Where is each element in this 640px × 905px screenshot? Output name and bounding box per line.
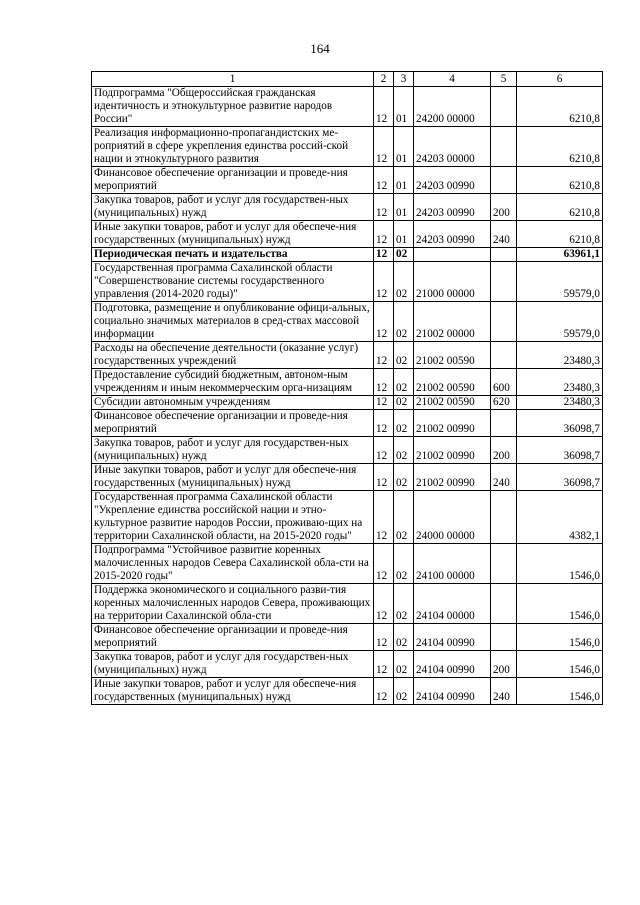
target-article-cell: 24203 00990 xyxy=(414,221,491,248)
subsection-cell: 02 xyxy=(394,491,414,544)
amount-cell: 63961,1 xyxy=(517,248,603,262)
page-number: 164 xyxy=(310,41,330,56)
section-cell: 12 xyxy=(374,491,394,544)
table-row xyxy=(92,87,603,127)
table-row xyxy=(92,464,603,491)
table-row xyxy=(92,167,603,194)
section-cell: 12 xyxy=(374,167,394,194)
amount-cell: 6210,8 xyxy=(517,87,603,127)
row-name-cell: Иные закупки товаров, работ и услуг для обеспече-ния государственных (муниципальных) нужд xyxy=(92,221,374,248)
expense-type-cell: 240 xyxy=(491,221,517,248)
table-body xyxy=(92,87,603,705)
expense-type-cell xyxy=(491,127,517,167)
subsection-cell: 02 xyxy=(394,651,414,678)
row-name-cell: Подпрограмма "Устойчивое развитие коренных малочисленных народов Севера Сахалинской обла-сти на 2015-2020 годы" xyxy=(92,544,374,584)
header-col-2: 2 xyxy=(374,72,394,87)
table-row xyxy=(92,342,603,369)
subsection-cell: 02 xyxy=(394,248,414,262)
row-name-cell: Государственная программа Сахалинской области "Совершенствование системы государственного управления (2014-2020 годы)" xyxy=(92,262,374,302)
target-article-cell: 21002 00990 xyxy=(414,437,491,464)
expense-type-cell: 200 xyxy=(491,437,517,464)
row-name-cell: Финансовое обеспечение организации и проведе-ния мероприятий xyxy=(92,167,374,194)
subsection-cell: 02 xyxy=(394,302,414,342)
target-article-cell: 21000 00000 xyxy=(414,262,491,302)
row-name-cell: Финансовое обеспечение организации и проведе-ния мероприятий xyxy=(92,410,374,437)
expense-type-cell: 200 xyxy=(491,651,517,678)
amount-cell: 36098,7 xyxy=(517,410,603,437)
expense-type-cell xyxy=(491,302,517,342)
table-row xyxy=(92,410,603,437)
subsection-cell: 02 xyxy=(394,342,414,369)
row-name-cell: Иные закупки товаров, работ и услуг для обеспече-ния государственных (муниципальных) нужд xyxy=(92,464,374,491)
target-article-cell: 24104 00990 xyxy=(414,624,491,651)
header-col-4: 4 xyxy=(414,72,491,87)
expense-type-cell xyxy=(491,410,517,437)
amount-cell: 36098,7 xyxy=(517,464,603,491)
target-article-cell: 21002 00590 xyxy=(414,369,491,396)
subsection-cell: 02 xyxy=(394,584,414,624)
subsection-cell: 02 xyxy=(394,396,414,410)
target-article-cell: 24000 00000 xyxy=(414,491,491,544)
target-article-cell: 21002 00990 xyxy=(414,464,491,491)
expense-type-cell xyxy=(491,624,517,651)
target-article-cell: 21002 00590 xyxy=(414,396,491,410)
section-cell: 12 xyxy=(374,194,394,221)
expense-type-cell xyxy=(491,544,517,584)
expense-type-cell xyxy=(491,584,517,624)
row-name-cell: Финансовое обеспечение организации и проведе-ния мероприятий xyxy=(92,624,374,651)
table-row xyxy=(92,221,603,248)
table-header-row xyxy=(92,72,603,87)
section-cell: 12 xyxy=(374,396,394,410)
target-article-cell: 24203 00990 xyxy=(414,167,491,194)
expense-type-cell: 600 xyxy=(491,369,517,396)
target-article-cell: 24203 00000 xyxy=(414,127,491,167)
row-name-cell: Закупка товаров, работ и услуг для государствен-ных (муниципальных) нужд xyxy=(92,651,374,678)
subsection-cell: 01 xyxy=(394,87,414,127)
amount-cell: 59579,0 xyxy=(517,302,603,342)
subsection-cell: 01 xyxy=(394,127,414,167)
section-cell: 12 xyxy=(374,221,394,248)
section-cell: 12 xyxy=(374,624,394,651)
header-col-5: 5 xyxy=(491,72,517,87)
subsection-cell: 01 xyxy=(394,221,414,248)
amount-cell: 1546,0 xyxy=(517,624,603,651)
row-name-cell: Закупка товаров, работ и услуг для государствен-ных (муниципальных) нужд xyxy=(92,437,374,464)
amount-cell: 36098,7 xyxy=(517,437,603,464)
table-row xyxy=(92,491,603,544)
target-article-cell: 21002 00590 xyxy=(414,342,491,369)
amount-cell: 6210,8 xyxy=(517,127,603,167)
amount-cell: 4382,1 xyxy=(517,491,603,544)
section-cell: 12 xyxy=(374,410,394,437)
section-cell: 12 xyxy=(374,651,394,678)
amount-cell: 59579,0 xyxy=(517,262,603,302)
header-col-1: 1 xyxy=(92,72,374,87)
expense-type-cell: 620 xyxy=(491,396,517,410)
subsection-cell: 02 xyxy=(394,544,414,584)
subsection-cell: 02 xyxy=(394,369,414,396)
section-cell: 12 xyxy=(374,369,394,396)
expense-type-cell xyxy=(491,342,517,369)
table-row xyxy=(92,437,603,464)
section-cell: 12 xyxy=(374,248,394,262)
row-name-cell: Закупка товаров, работ и услуг для государствен-ных (муниципальных) нужд xyxy=(92,194,374,221)
amount-cell: 1546,0 xyxy=(517,584,603,624)
amount-cell: 1546,0 xyxy=(517,678,603,705)
row-name-cell: Расходы на обеспечение деятельности (оказание услуг) государственных учреждений xyxy=(92,342,374,369)
amount-cell: 6210,8 xyxy=(517,194,603,221)
row-name-cell: Реализация информационно-пропагандистских ме-роприятий в сфере укрепления единства россий-ской нации и этнокультурного развития xyxy=(92,127,374,167)
section-cell: 12 xyxy=(374,464,394,491)
header-col-3: 3 xyxy=(394,72,414,87)
subsection-cell: 02 xyxy=(394,624,414,651)
table-row xyxy=(92,624,603,651)
row-name-cell: Поддержка экономического и социального разви-тия коренных малочисленных народов Севера, проживающих на территории Сахалинской обла-сти xyxy=(92,584,374,624)
subsection-cell: 02 xyxy=(394,678,414,705)
amount-cell: 1546,0 xyxy=(517,544,603,584)
expense-type-cell xyxy=(491,248,517,262)
header-col-6: 6 xyxy=(517,72,603,87)
table-row xyxy=(92,127,603,167)
amount-cell: 23480,3 xyxy=(517,342,603,369)
row-name-cell: Периодическая печать и издательства xyxy=(92,248,374,262)
expense-type-cell xyxy=(491,87,517,127)
subsection-cell: 02 xyxy=(394,437,414,464)
target-article-cell: 24104 00990 xyxy=(414,678,491,705)
target-article-cell: 24104 00000 xyxy=(414,584,491,624)
row-name-cell: Подготовка, размещение и опубликование офици-альных, социально значимых материалов в сред-ствах массовой информации xyxy=(92,302,374,342)
row-name-cell: Предоставление субсидий бюджетным, автоном-ным учреждениям и иным некоммерческим орга-низациям xyxy=(92,369,374,396)
amount-cell: 6210,8 xyxy=(517,221,603,248)
target-article-cell xyxy=(414,248,491,262)
row-name-cell: Субсидии автономным учреждениям xyxy=(92,396,374,410)
section-cell: 12 xyxy=(374,678,394,705)
expense-type-cell xyxy=(491,262,517,302)
subsection-cell: 02 xyxy=(394,262,414,302)
table-row xyxy=(92,248,603,262)
section-cell: 12 xyxy=(374,544,394,584)
subsection-cell: 01 xyxy=(394,194,414,221)
amount-cell: 23480,3 xyxy=(517,396,603,410)
target-article-cell: 24200 00000 xyxy=(414,87,491,127)
subsection-cell: 01 xyxy=(394,167,414,194)
expense-type-cell: 240 xyxy=(491,678,517,705)
budget-table xyxy=(91,71,603,705)
section-cell: 12 xyxy=(374,127,394,167)
subsection-cell: 02 xyxy=(394,410,414,437)
section-cell: 12 xyxy=(374,262,394,302)
table-row xyxy=(92,651,603,678)
table-row xyxy=(92,678,603,705)
target-article-cell: 21002 00000 xyxy=(414,302,491,342)
section-cell: 12 xyxy=(374,437,394,464)
expense-type-cell xyxy=(491,491,517,544)
row-name-cell: Иные закупки товаров, работ и услуг для обеспече-ния государственных (муниципальных) нужд xyxy=(92,678,374,705)
section-cell: 12 xyxy=(374,87,394,127)
target-article-cell: 24203 00990 xyxy=(414,194,491,221)
table-row xyxy=(92,302,603,342)
section-cell: 12 xyxy=(374,584,394,624)
table-row xyxy=(92,396,603,410)
amount-cell: 23480,3 xyxy=(517,369,603,396)
section-cell: 12 xyxy=(374,302,394,342)
subsection-cell: 02 xyxy=(394,464,414,491)
row-name-cell: Государственная программа Сахалинской области "Укрепление единства российской нации и этно-культурное развитие народов России, проживаю-щих на территории Сахалинской области, на 2015-2020 годы" xyxy=(92,491,374,544)
section-cell: 12 xyxy=(374,342,394,369)
expense-type-cell xyxy=(491,167,517,194)
table-row xyxy=(92,194,603,221)
target-article-cell: 24100 00000 xyxy=(414,544,491,584)
table-row xyxy=(92,544,603,584)
target-article-cell: 24104 00990 xyxy=(414,651,491,678)
expense-type-cell: 200 xyxy=(491,194,517,221)
row-name-cell: Подпрограмма "Общероссийская гражданская идентичность и этнокультурное развитие народов России" xyxy=(92,87,374,127)
expense-type-cell: 240 xyxy=(491,464,517,491)
table-row xyxy=(92,369,603,396)
amount-cell: 6210,8 xyxy=(517,167,603,194)
table-row xyxy=(92,584,603,624)
target-article-cell: 21002 00990 xyxy=(414,410,491,437)
table-row xyxy=(92,262,603,302)
amount-cell: 1546,0 xyxy=(517,651,603,678)
